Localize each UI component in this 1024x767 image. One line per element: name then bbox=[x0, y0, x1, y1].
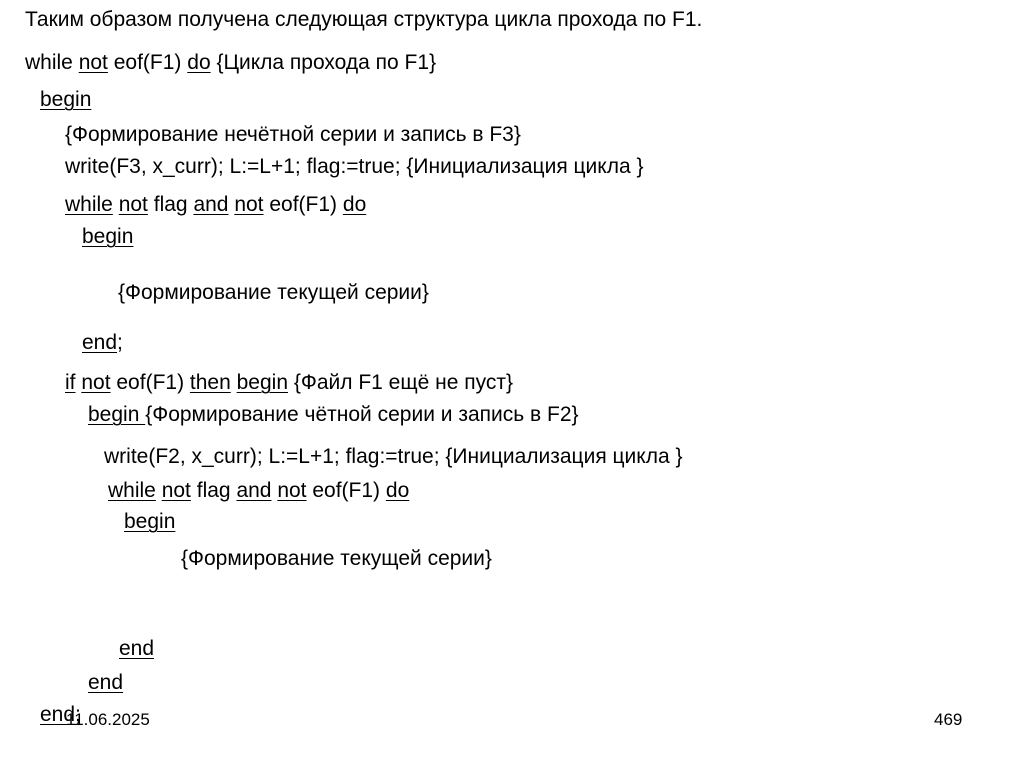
code-text: write(F3, x_curr); L:=L+1; flag:=true; {Инициализация цикла } bbox=[65, 155, 644, 178]
code-line bbox=[118, 280, 429, 306]
code-line bbox=[119, 636, 154, 662]
code-line bbox=[181, 546, 492, 572]
keyword: end bbox=[88, 671, 124, 694]
code-text: ; bbox=[117, 331, 123, 354]
code-text: write(F2, x_curr); L:=L+1; flag:=true; {Инициализация цикла } bbox=[104, 445, 683, 468]
code-line bbox=[88, 670, 123, 696]
keyword: if bbox=[65, 371, 76, 394]
code-line bbox=[65, 192, 366, 218]
code-line bbox=[82, 224, 133, 250]
code-text: eof(F1) bbox=[306, 479, 386, 502]
code-line bbox=[65, 122, 521, 148]
keyword: not bbox=[81, 371, 111, 394]
code-text: {Формирование текущей серии} bbox=[181, 547, 492, 570]
keyword: begin bbox=[82, 225, 134, 248]
code-text: eof(F1) bbox=[107, 51, 188, 74]
keyword: not bbox=[161, 479, 191, 502]
keyword: end bbox=[82, 331, 118, 354]
keyword: not bbox=[277, 479, 307, 502]
code-text: {Формирование текущей серии} bbox=[118, 281, 429, 304]
keyword: begin bbox=[124, 510, 176, 533]
code-text: flag bbox=[190, 479, 237, 502]
code-text: {Формирование чётной серии и запись в F2} bbox=[145, 403, 579, 426]
keyword: end; bbox=[40, 703, 81, 726]
keyword: end bbox=[119, 637, 155, 660]
keyword: not bbox=[234, 193, 264, 216]
code-line bbox=[124, 509, 175, 535]
keyword: do bbox=[187, 51, 211, 74]
code-line bbox=[108, 478, 409, 504]
code-text: flag bbox=[147, 193, 194, 216]
code-text: eof(F1) bbox=[110, 371, 190, 394]
keyword: do bbox=[385, 479, 410, 502]
keyword: not bbox=[78, 51, 108, 74]
keyword: and bbox=[236, 479, 272, 502]
keyword: not bbox=[118, 193, 148, 216]
code-text: {Файл F1 ещё не пуст} bbox=[288, 371, 514, 394]
keyword: then bbox=[189, 371, 231, 394]
code-text: {Цикла прохода по F1} bbox=[210, 51, 437, 74]
keyword: begin bbox=[236, 371, 289, 394]
code-line bbox=[65, 370, 513, 396]
code-text: eof(F1) bbox=[263, 193, 343, 216]
code-line bbox=[25, 50, 436, 76]
code-text: {Формирование нечётной серии и запись в F3} bbox=[65, 123, 521, 146]
keyword: and bbox=[193, 193, 229, 216]
code-line bbox=[82, 330, 123, 356]
keyword: do bbox=[342, 193, 367, 216]
keyword: begin bbox=[40, 88, 92, 111]
keyword: while bbox=[65, 193, 113, 216]
keyword: begin bbox=[88, 403, 146, 426]
slide-title: Таким образом получена следующая структура цикла прохода по F1. bbox=[25, 8, 703, 31]
code-line bbox=[40, 87, 91, 113]
code-line bbox=[88, 402, 579, 428]
code-line bbox=[65, 154, 643, 180]
page-number: 469 bbox=[934, 710, 963, 729]
keyword: while bbox=[108, 479, 156, 502]
code-text: while bbox=[25, 51, 79, 74]
code-line bbox=[104, 444, 682, 470]
footer-date: 11.06.2025 bbox=[66, 710, 150, 729]
